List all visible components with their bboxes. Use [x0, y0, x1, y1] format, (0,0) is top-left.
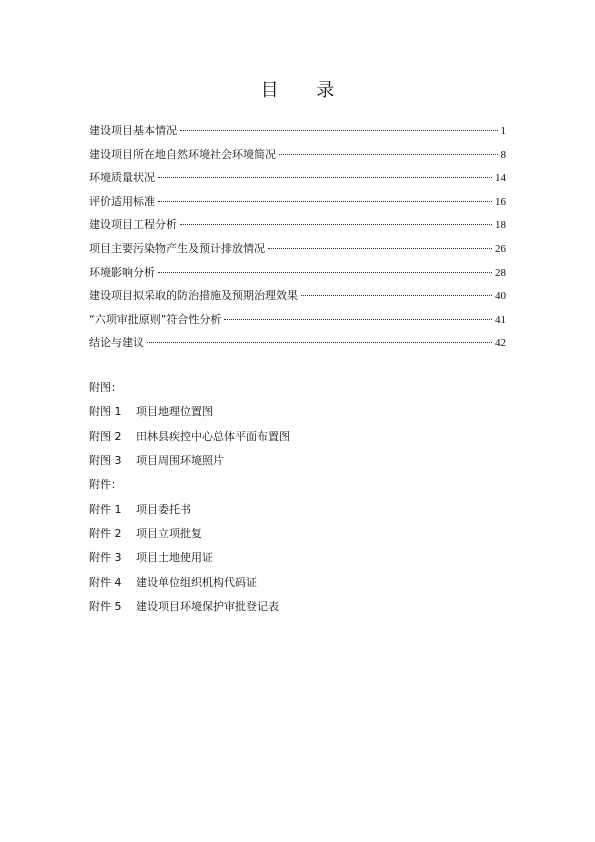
toc-label: 结论与建议 [89, 336, 144, 350]
toc-entry[interactable] [89, 240, 506, 264]
attachment-item [89, 496, 509, 520]
toc-page-number: 18 [495, 219, 506, 232]
toc-entry[interactable] [89, 169, 506, 193]
toc-leader [268, 248, 492, 249]
toc-page-number: 40 [495, 290, 506, 303]
figure-item [89, 424, 509, 448]
toc-page-number: 28 [495, 266, 506, 279]
toc-label: 评价适用标准 [89, 194, 155, 208]
attachment-number: 附件 2 [89, 526, 122, 540]
figure-number: 附图 2 [89, 429, 122, 443]
toc-entry[interactable] [89, 287, 506, 311]
attachment-label: 项目立项批复 [136, 526, 202, 540]
toc-leader [301, 295, 492, 296]
toc-leader [224, 319, 492, 320]
toc-leader [158, 177, 492, 178]
toc-entry[interactable] [89, 146, 506, 170]
figure-number: 附图 3 [89, 454, 122, 468]
toc-label: 环境质量状况 [89, 171, 155, 185]
toc-entry[interactable] [89, 264, 506, 288]
figure-label: 田林县疾控中心总体平面布置图 [136, 429, 290, 443]
toc-entry[interactable] [89, 122, 506, 146]
toc-page-number: 8 [500, 148, 506, 161]
toc-page-number: 14 [495, 172, 506, 185]
toc-entry[interactable] [89, 334, 506, 358]
toc-entry[interactable] [89, 216, 506, 240]
attachment-label: 建设项目环境保护审批登记表 [136, 599, 279, 613]
toc-entry[interactable] [89, 193, 506, 217]
attachment-item [89, 521, 509, 545]
attachment-label: 建设单位组织机构代码证 [136, 575, 257, 589]
attachment-item [89, 545, 509, 569]
attachment-item [89, 594, 509, 618]
toc-leader [158, 201, 492, 202]
figure-item [89, 399, 509, 423]
toc-label: 建设项目工程分析 [89, 218, 177, 232]
appendix-list [89, 375, 509, 618]
toc-label: 环境影响分析 [89, 265, 155, 279]
toc-label: 建设项目所在地自然环境社会环境简况 [89, 147, 276, 161]
toc-label: “六项审批原则”符合性分析 [89, 312, 222, 326]
toc-leader [180, 130, 498, 131]
page-title: 目 录 [260, 80, 351, 101]
attachment-label: 项目土地使用证 [136, 551, 213, 565]
toc-entry[interactable] [89, 311, 506, 335]
attachment-number: 附件 4 [89, 575, 122, 589]
toc-leader [279, 154, 498, 155]
toc-page-number: 16 [495, 195, 506, 208]
attachment-number: 附件 1 [89, 502, 122, 516]
attachments-heading: 附件： [89, 478, 122, 492]
figure-label: 项目地理位置图 [136, 405, 213, 419]
toc-leader [180, 224, 492, 225]
toc-page-number: 41 [495, 313, 506, 326]
figure-number: 附图 1 [89, 405, 122, 419]
figures-heading: 附图： [89, 381, 122, 395]
toc-page-number: 42 [495, 337, 506, 350]
toc-page-number: 1 [500, 125, 506, 137]
table-of-contents [89, 122, 506, 358]
toc-leader [158, 272, 492, 273]
toc-page-number: 26 [495, 242, 506, 255]
attachment-label: 项目委托书 [136, 502, 191, 516]
toc-label: 项目主要污染物产生及预计排放情况 [89, 241, 265, 255]
toc-label: 建设项目拟采取的防治措施及预期治理效果 [89, 289, 298, 303]
attachment-number: 附件 5 [89, 599, 122, 613]
toc-leader [147, 342, 492, 343]
attachment-number: 附件 3 [89, 551, 122, 565]
figure-item [89, 448, 509, 472]
attachment-item [89, 569, 509, 593]
toc-label: 建设项目基本情况 [89, 124, 177, 137]
figure-label: 项目周围环境照片 [136, 454, 224, 468]
